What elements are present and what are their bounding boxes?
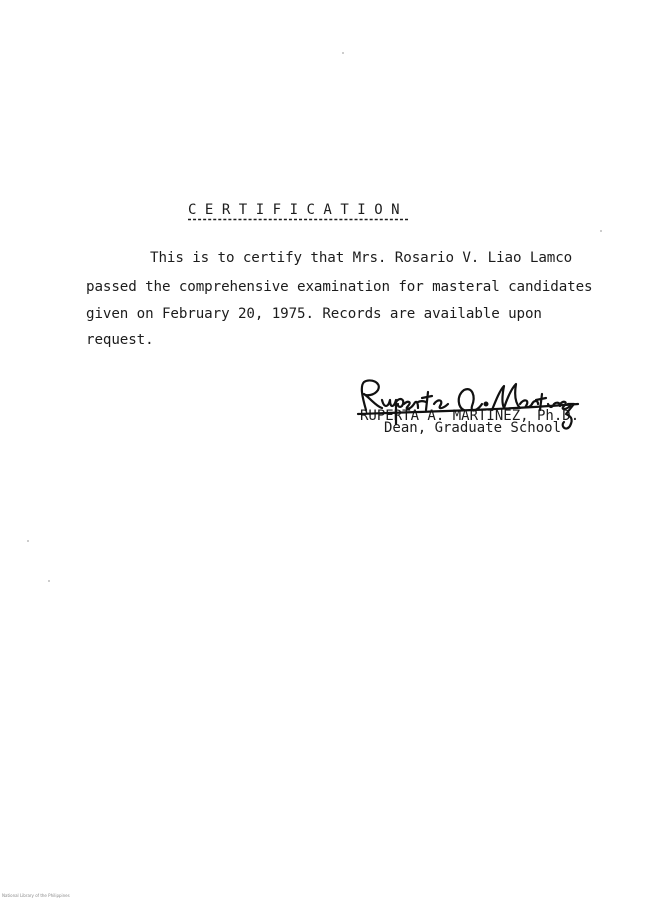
signatory-name: RUPERTA A. MARTINEZ, Ph.D. <box>360 408 580 424</box>
handwritten-signature <box>352 374 580 434</box>
body-line-3: given on February 20, 1975. Records are available upon <box>86 306 542 322</box>
scan-speck <box>27 540 29 542</box>
body-line-1: This is to certify that Mrs. Rosario V. Liao Lamco <box>150 250 573 266</box>
scan-speck <box>342 52 344 54</box>
archive-footer: National Library of the Philippines <box>2 893 70 898</box>
body-line-2: passed the comprehensive examination for masteral candidates <box>86 279 593 295</box>
certification-title: CERTIFICATION <box>188 202 409 218</box>
body-line-4: request. <box>86 332 154 348</box>
signatory-position: Dean, Graduate School <box>384 420 562 436</box>
scan-speck <box>600 230 602 232</box>
scan-speck <box>48 580 50 582</box>
